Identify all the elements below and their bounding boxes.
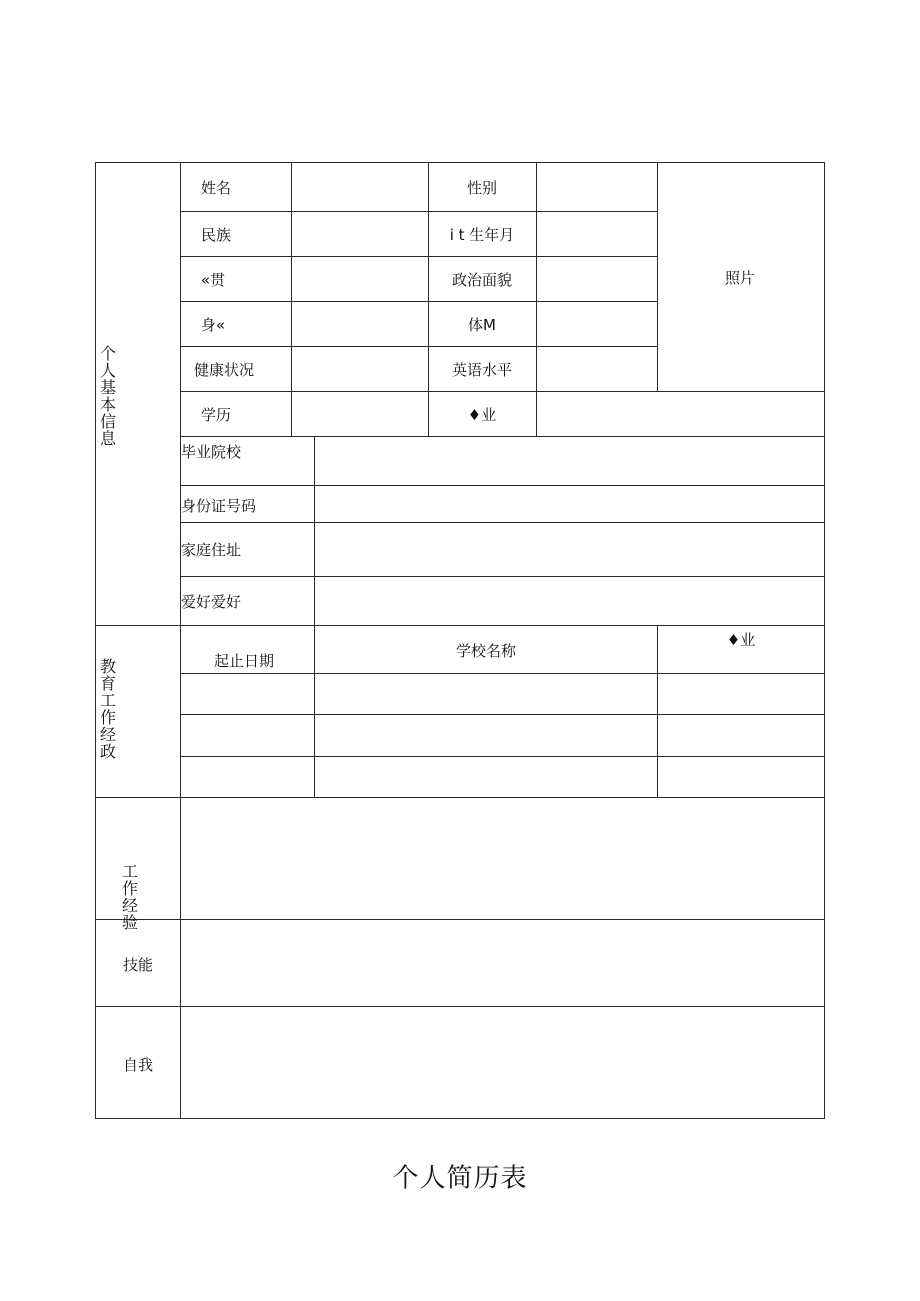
section-title-basic-info: 个人基本信息 [99, 344, 116, 448]
label-gender: 性别 [466, 179, 498, 197]
edu-row-3-dates[interactable] [181, 757, 314, 797]
field-height[interactable] [292, 302, 428, 346]
photo-box[interactable] [658, 163, 824, 391]
edu-row-2-dates[interactable] [181, 715, 314, 756]
section-title-education: 教育工作经政 [99, 657, 116, 761]
label-photo: 照片 [724, 269, 756, 287]
field-major[interactable] [537, 392, 824, 436]
field-school[interactable] [315, 437, 824, 485]
section-title-work-experience: 工作经验 [121, 862, 138, 932]
field-health[interactable] [292, 347, 428, 391]
edu-row-1-dates[interactable] [181, 674, 314, 714]
field-work-experience[interactable] [181, 798, 824, 919]
field-native-place[interactable] [292, 257, 428, 301]
edu-row-1-school[interactable] [315, 674, 657, 714]
section-title-skills: 技能 [122, 956, 154, 974]
field-self-evaluation[interactable] [181, 1007, 824, 1118]
label-id-number: 身份证号码 [181, 497, 257, 515]
label-education-level: 学历 [200, 406, 232, 424]
field-ethnicity[interactable] [292, 212, 428, 256]
field-address[interactable] [315, 523, 824, 576]
label-hobbies: 爱好爱好 [181, 593, 242, 611]
header-dates: 起止日期 [213, 652, 275, 670]
header-major: ♦业 [726, 631, 756, 649]
label-school: 毕业院校 [181, 443, 242, 461]
field-education-level[interactable] [292, 392, 428, 436]
edu-row-2-major[interactable] [658, 715, 824, 756]
label-english-level: 英语水平 [451, 361, 513, 379]
field-gender[interactable] [537, 163, 657, 211]
edu-row-3-school[interactable] [315, 757, 657, 797]
page-caption: 个人简历表 [392, 1163, 528, 1194]
field-id-number[interactable] [315, 486, 824, 522]
section-title-self: 自我 [122, 1056, 154, 1074]
label-address: 家庭住址 [181, 541, 242, 559]
field-political-status[interactable] [537, 257, 657, 301]
label-health: 健康状况 [193, 361, 255, 379]
field-hobbies[interactable] [315, 577, 824, 625]
label-height: 身« [200, 316, 226, 334]
edu-row-1-major[interactable] [658, 674, 824, 714]
border-left [95, 162, 96, 1119]
border-bottom [95, 1118, 825, 1119]
col-line [428, 162, 429, 437]
border-right [824, 162, 825, 1119]
field-name[interactable] [292, 163, 428, 211]
edu-row-3-major[interactable] [658, 757, 824, 797]
field-weight[interactable] [537, 302, 657, 346]
edu-row-2-school[interactable] [315, 715, 657, 756]
label-name: 姓名 [200, 179, 232, 197]
label-birth-date: i t 生年月 [449, 226, 515, 244]
label-political-status: 政治面貌 [451, 271, 513, 289]
label-native-place: «贯 [200, 271, 226, 289]
header-school-name: 学校名称 [455, 642, 517, 660]
label-major: ♦业 [467, 406, 497, 424]
field-birth-date[interactable] [537, 212, 657, 256]
label-ethnicity: 民族 [200, 226, 232, 244]
label-weight: 体M [468, 316, 496, 334]
field-skills[interactable] [181, 920, 824, 1006]
divider-basic-education [95, 625, 825, 626]
field-english-level[interactable] [537, 347, 657, 391]
